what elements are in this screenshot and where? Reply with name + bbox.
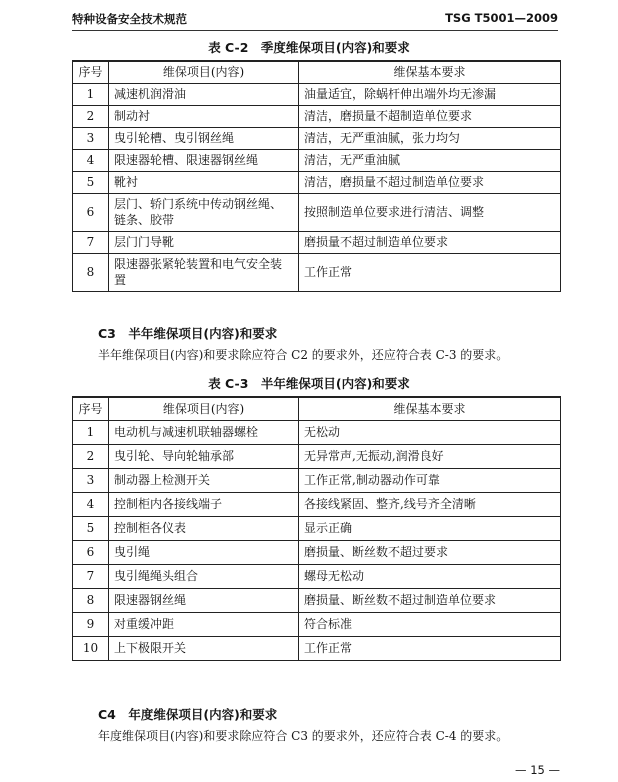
row-requirement: 无松动 [299, 420, 561, 444]
row-item: 曳引绳 [109, 540, 299, 564]
row-item: 层门、轿门系统中传动钢丝绳、链条、胶带 [109, 193, 299, 231]
row-number: 5 [73, 516, 109, 540]
row-requirement: 清洁，磨损量不超过制造单位要求 [299, 171, 561, 193]
row-number: 3 [73, 127, 109, 149]
row-requirement: 符合标准 [299, 612, 561, 636]
row-item: 曳引轮槽、曳引钢丝绳 [109, 127, 299, 149]
table-row [73, 540, 561, 564]
running-header [72, 8, 558, 31]
row-number: 7 [73, 231, 109, 253]
table-c2 [72, 60, 561, 292]
row-item: 对重缓冲距 [109, 612, 299, 636]
column-header-requirement: 维保基本要求 [299, 61, 561, 83]
row-number: 6 [73, 540, 109, 564]
row-item: 层门门导靴 [109, 231, 299, 253]
table-header-row [73, 61, 561, 83]
row-item: 靴衬 [109, 171, 299, 193]
row-number: 7 [73, 564, 109, 588]
table-row [73, 564, 561, 588]
row-number: 4 [73, 149, 109, 171]
table-row [73, 468, 561, 492]
table-row [73, 588, 561, 612]
header-title: 特种设备安全技术规范 [72, 12, 187, 26]
row-requirement: 油量适宜，除蜗杆伸出端外均无渗漏 [299, 83, 561, 105]
row-number: 4 [73, 492, 109, 516]
row-item: 曳引绳绳头组合 [109, 564, 299, 588]
row-item: 上下极限开关 [109, 636, 299, 660]
row-requirement: 清洁，无严重油腻 [299, 149, 561, 171]
row-requirement: 按照制造单位要求进行清洁、调整 [299, 193, 561, 231]
row-requirement: 磨损量、断丝数不超过要求 [299, 540, 561, 564]
row-number: 10 [73, 636, 109, 660]
table-row [73, 171, 561, 193]
header-standard-code: TSG T5001—2009 [445, 11, 558, 25]
row-requirement: 磨损量、断丝数不超过制造单位要求 [299, 588, 561, 612]
column-header-item: 维保项目(内容) [109, 397, 299, 420]
table-row [73, 231, 561, 253]
column-header-item: 维保项目(内容) [109, 61, 299, 83]
table-header-row [73, 397, 561, 420]
row-requirement: 工作正常 [299, 253, 561, 291]
column-header-no: 序号 [73, 61, 109, 83]
row-number: 3 [73, 468, 109, 492]
section-c4-title: C4 年度维保项目(内容)和要求 [98, 707, 278, 722]
row-requirement: 无异常声,无振动,润滑良好 [299, 444, 561, 468]
row-number: 2 [73, 105, 109, 127]
section-c3-body: 半年维保项目(内容)和要求除应符合 C2 的要求外，还应符合表 C-3 的要求。 [98, 348, 509, 362]
table-row [73, 492, 561, 516]
row-item: 限速器轮槽、限速器钢丝绳 [109, 149, 299, 171]
table-c3 [72, 396, 561, 661]
row-requirement: 清洁，磨损量不超制造单位要求 [299, 105, 561, 127]
row-requirement: 工作正常,制动器动作可靠 [299, 468, 561, 492]
row-item: 限速器张紧轮装置和电气安全装置 [109, 253, 299, 291]
row-number: 5 [73, 171, 109, 193]
row-number: 1 [73, 420, 109, 444]
row-number: 2 [73, 444, 109, 468]
row-item: 制动衬 [109, 105, 299, 127]
table-row [73, 444, 561, 468]
row-requirement: 显示正确 [299, 516, 561, 540]
row-number: 1 [73, 83, 109, 105]
table-row [73, 149, 561, 171]
table-row [73, 193, 561, 231]
row-item: 曳引轮、导向轮轴承部 [109, 444, 299, 468]
row-requirement: 螺母无松动 [299, 564, 561, 588]
column-header-requirement: 维保基本要求 [299, 397, 561, 420]
row-number: 8 [73, 253, 109, 291]
table-row [73, 636, 561, 660]
row-item: 限速器钢丝绳 [109, 588, 299, 612]
table-row [73, 612, 561, 636]
row-item: 控制柜内各接线端子 [109, 492, 299, 516]
table-row [73, 253, 561, 291]
row-number: 6 [73, 193, 109, 231]
column-header-no: 序号 [73, 397, 109, 420]
row-requirement: 清洁，无严重油腻，张力均匀 [299, 127, 561, 149]
row-requirement: 工作正常 [299, 636, 561, 660]
table-row [73, 516, 561, 540]
row-number: 9 [73, 612, 109, 636]
row-requirement: 各接线紧固、整齐,线号齐全清晰 [299, 492, 561, 516]
row-number: 8 [73, 588, 109, 612]
table-row [73, 420, 561, 444]
table-row [73, 105, 561, 127]
row-item: 电动机与减速机联轴器螺栓 [109, 420, 299, 444]
table-row [73, 127, 561, 149]
section-c4-body: 年度维保项目(内容)和要求除应符合 C3 的要求外，还应符合表 C-4 的要求。 [98, 729, 509, 743]
row-requirement: 磨损量不超过制造单位要求 [299, 231, 561, 253]
table-row [73, 83, 561, 105]
table-c3-caption: 表 C-3 半年维保项目(内容)和要求 [208, 376, 410, 391]
table-c2-caption: 表 C-2 季度维保项目(内容)和要求 [208, 40, 410, 55]
section-c3-title: C3 半年维保项目(内容)和要求 [98, 326, 278, 341]
row-item: 减速机润滑油 [109, 83, 299, 105]
row-item: 控制柜各仪表 [109, 516, 299, 540]
row-item: 制动器上检测开关 [109, 468, 299, 492]
page-number: — 15 — [515, 763, 560, 777]
